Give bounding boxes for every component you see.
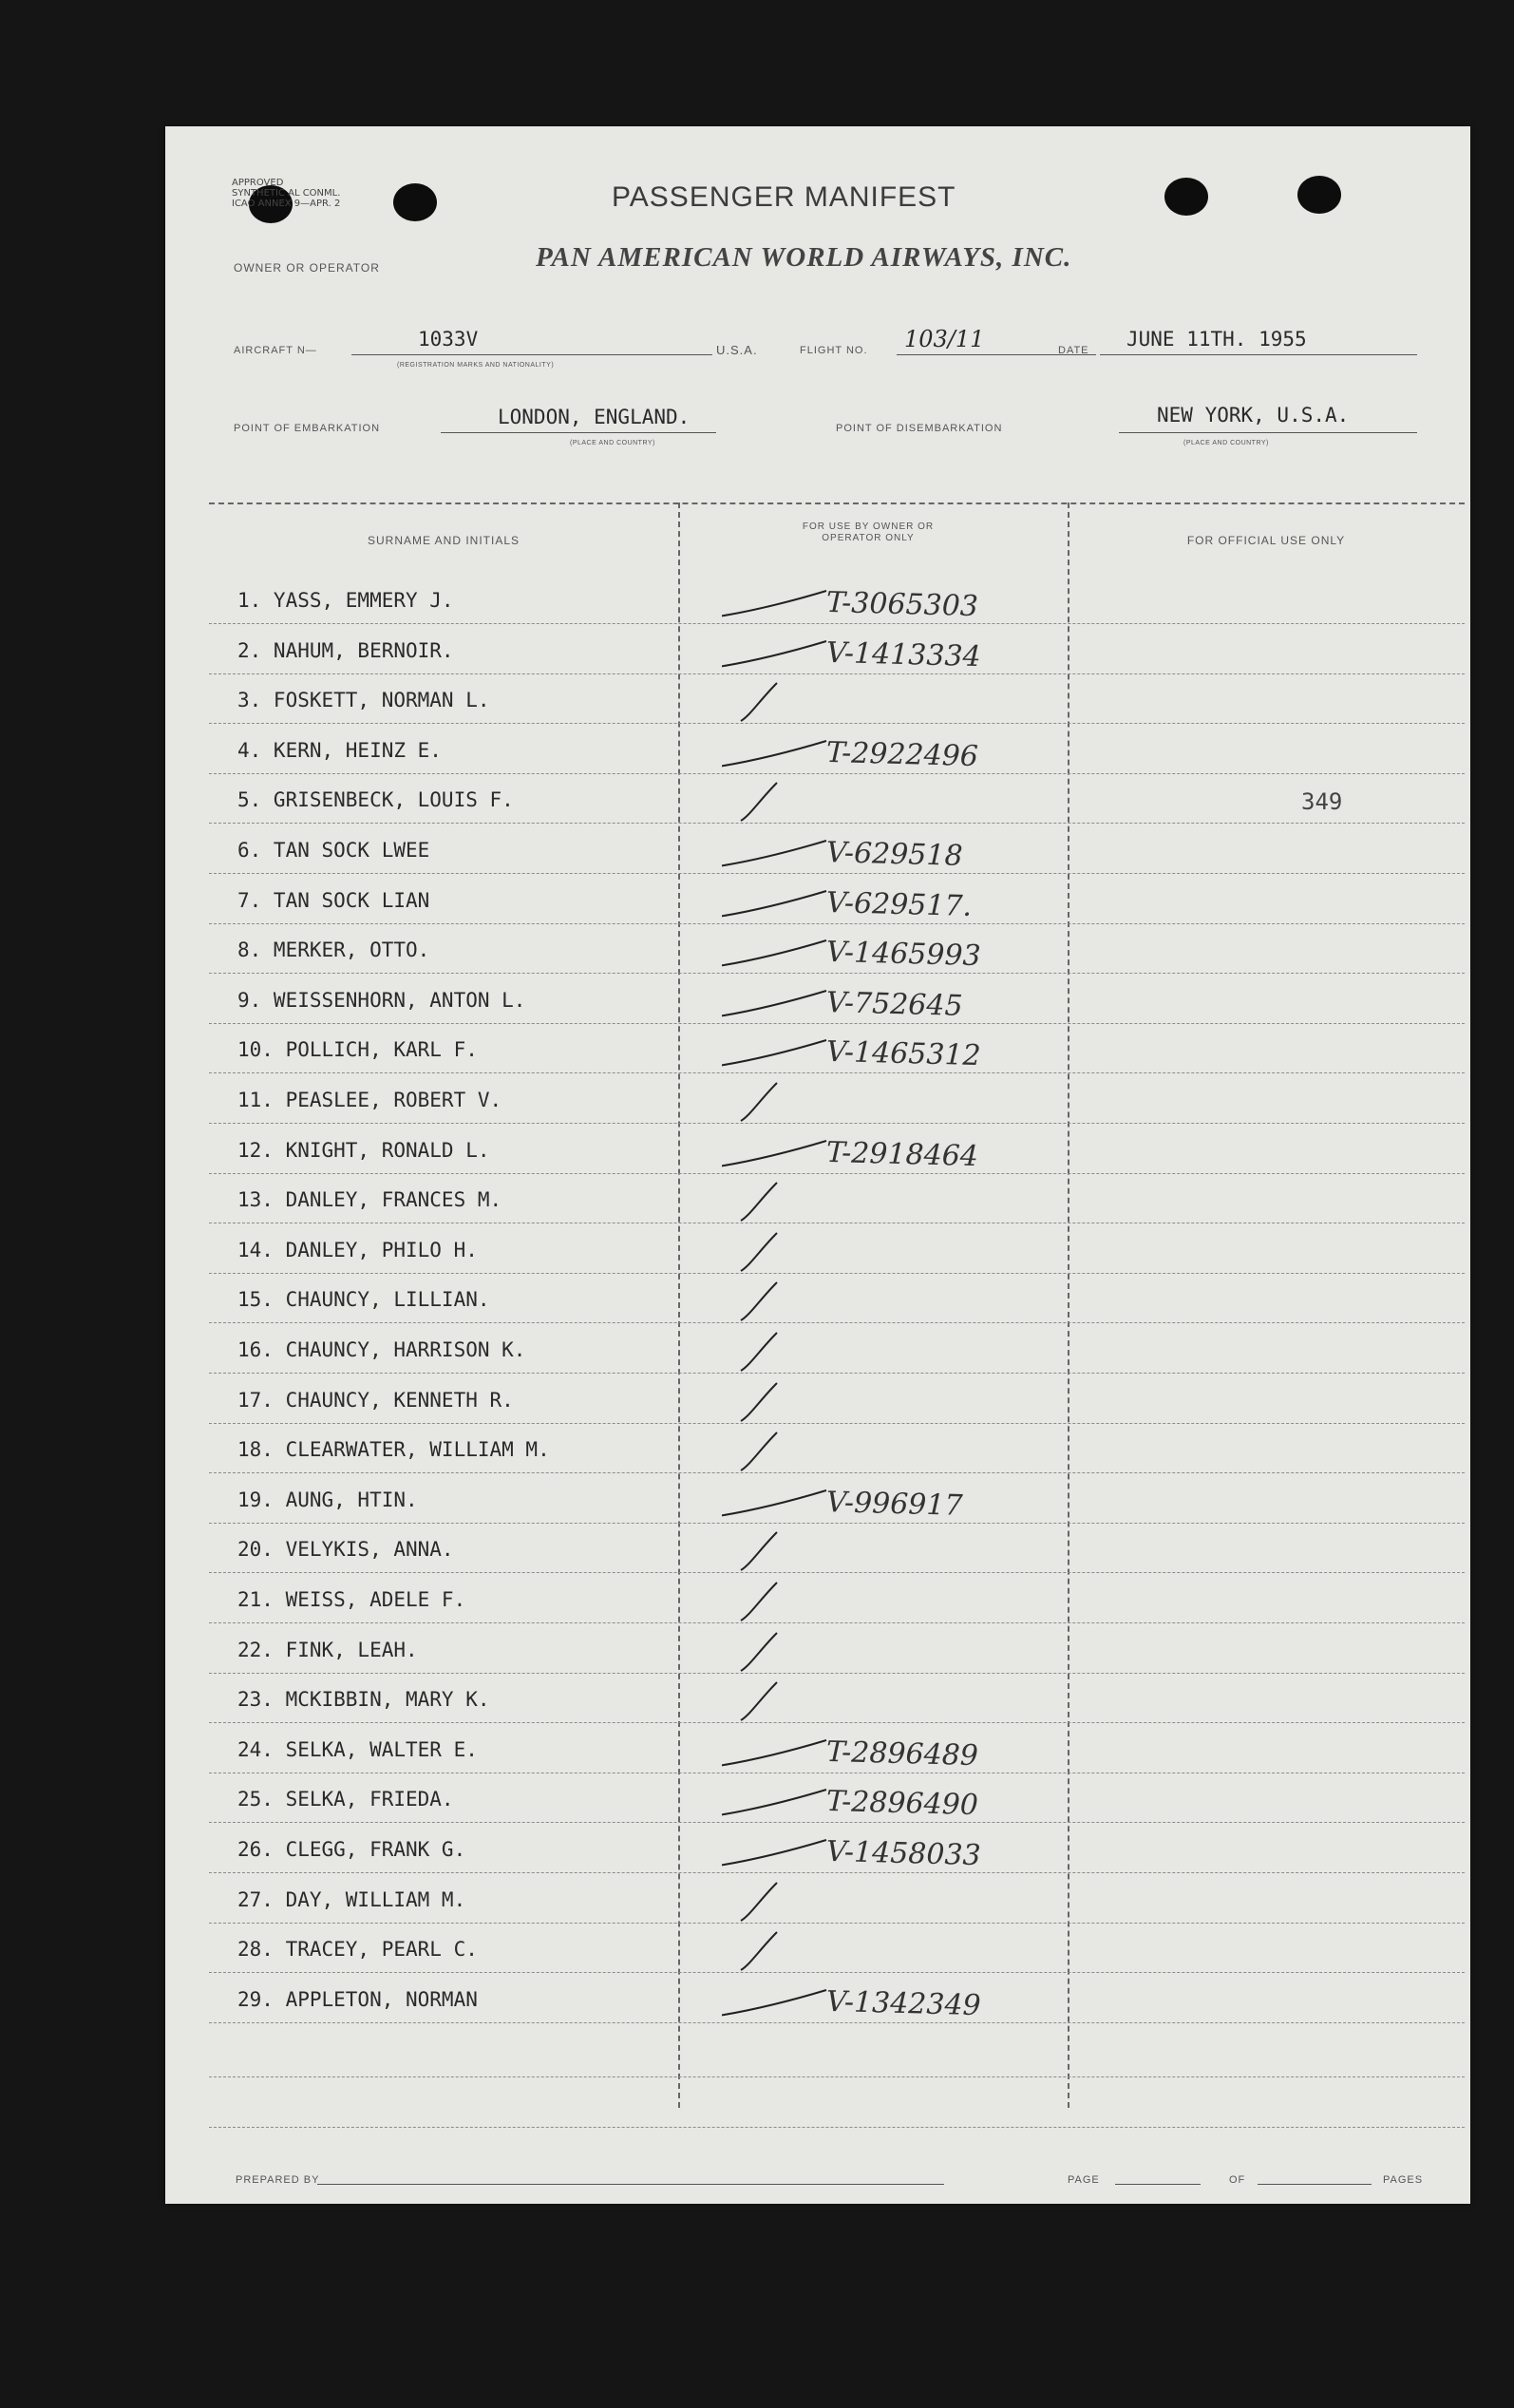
check-mark-icon [722, 1577, 836, 1624]
passport-number: T-2922496 [825, 735, 979, 773]
check-mark-icon [722, 777, 836, 825]
passenger-name: 20. VELYKIS, ANNA. [237, 1538, 454, 1562]
passport-number: V-752645 [825, 985, 964, 1023]
aircraft-underline [351, 354, 712, 355]
table-top-rule [209, 502, 1465, 504]
passenger-name: 15. CHAUNCY, LILLIAN. [237, 1288, 490, 1312]
column-header-official-use: FOR OFFICIAL USE ONLY [1186, 534, 1346, 547]
pages-label: PAGES [1383, 2174, 1424, 2186]
date-label: DATE [1058, 345, 1089, 356]
table-row [209, 573, 1465, 624]
check-mark-icon [722, 827, 836, 875]
check-mark-icon [722, 1177, 836, 1224]
passenger-name: 1. YASS, EMMERY J. [237, 589, 454, 612]
check-mark-icon [722, 1227, 836, 1275]
passport-number: T-2918464 [825, 1135, 979, 1173]
table-row [209, 1572, 1465, 1623]
approval-stamp: APPROVED SYNTHETIC AL CONML. ICAO ANNEX 9—APR. 2 [232, 178, 341, 209]
prepared-by-label: PREPARED BY [236, 2174, 320, 2186]
passenger-name: 19. AUNG, HTIN. [237, 1488, 418, 1511]
passenger-name: 12. KNIGHT, RONALD L. [237, 1138, 490, 1162]
blank-row [209, 2076, 1465, 2128]
passport-number: T-3065303 [825, 585, 979, 624]
table-row [209, 1322, 1465, 1374]
check-mark-icon [722, 1926, 836, 1974]
table-row [209, 1123, 1465, 1174]
embarkation-sub: (PLACE AND COUNTRY) [570, 440, 655, 446]
check-mark-icon [722, 1677, 836, 1724]
passenger-name: 7. TAN SOCK LIAN [237, 888, 430, 912]
check-mark-icon [722, 1377, 836, 1425]
table-row [209, 1822, 1465, 1873]
table-row [209, 1922, 1465, 1973]
table-row [209, 772, 1465, 824]
punch-hole [1164, 178, 1208, 216]
flight-label: FLIGHT NO. [800, 345, 868, 356]
official-note: 349 [1301, 788, 1343, 816]
table-row [209, 673, 1465, 724]
check-mark-icon [722, 927, 836, 975]
passenger-name: 14. DANLEY, PHILO H. [237, 1238, 478, 1261]
of-label: OF [1229, 2174, 1246, 2186]
check-mark-icon [722, 1327, 836, 1375]
passenger-name: 3. FOSKETT, NORMAN L. [237, 689, 490, 712]
passenger-name: 22. FINK, LEAH. [237, 1638, 418, 1661]
passenger-name: 17. CHAUNCY, KENNETH R. [237, 1388, 514, 1412]
table-row [209, 1972, 1465, 2023]
country-label: U.S.A. [716, 343, 758, 357]
passenger-name: 26. CLEGG, FRANK G. [237, 1838, 466, 1861]
table-row [209, 1422, 1465, 1473]
passport-number: V-629518 [825, 836, 964, 873]
passenger-name: 6. TAN SOCK LWEE [237, 839, 430, 862]
check-mark-icon [722, 578, 836, 625]
of-underline [1258, 2184, 1372, 2185]
disembarkation-underline [1119, 432, 1417, 433]
check-mark-icon [722, 1427, 836, 1474]
check-mark-icon [722, 677, 836, 725]
page-underline [1115, 2184, 1201, 2185]
passenger-name: 11. PEASLEE, ROBERT V. [237, 1089, 502, 1111]
passenger-name: 28. TRACEY, PEARL C. [237, 1938, 478, 1962]
passenger-name: 10. POLLICH, KARL F. [237, 1038, 478, 1062]
check-mark-icon [722, 1526, 836, 1574]
flight-value: 103/11 [904, 326, 985, 352]
embarkation-underline [441, 432, 716, 433]
table-row [209, 1022, 1465, 1073]
manifest-sheet [165, 126, 1470, 2204]
table-row [209, 1722, 1465, 1773]
passport-number: V-1458033 [825, 1834, 982, 1873]
disembarkation-sub: (PLACE AND COUNTRY) [1183, 440, 1269, 446]
passport-number: V-1342349 [825, 1984, 982, 2022]
check-mark-icon [722, 1477, 836, 1525]
aircraft-label: AIRCRAFT N— [234, 345, 317, 356]
column-header-owner-use: FOR USE BY OWNER OR OPERATOR ONLY [802, 521, 935, 543]
blank-row [209, 2026, 1465, 2077]
check-mark-icon [722, 1727, 836, 1774]
prepared-by-underline [317, 2184, 944, 2185]
passenger-name: 23. MCKIBBIN, MARY K. [237, 1688, 490, 1712]
check-mark-icon [722, 728, 836, 775]
passport-number: V-1465312 [825, 1035, 982, 1073]
passport-number: T-2896490 [825, 1785, 979, 1823]
passenger-name: 8. MERKER, OTTO. [237, 939, 430, 962]
passenger-name: 25. SELKA, FRIEDA. [237, 1788, 454, 1811]
check-mark-icon [722, 977, 836, 1025]
passenger-name: 5. GRISENBECK, LOUIS F. [237, 788, 514, 812]
table-row [209, 1622, 1465, 1674]
owner-label: OWNER OR OPERATOR [234, 261, 380, 275]
embarkation-label: POINT OF EMBARKATION [234, 423, 381, 434]
table-row [209, 973, 1465, 1024]
table-row [209, 723, 1465, 774]
passenger-name: 2. NAHUM, BERNOIR. [237, 638, 454, 662]
passenger-name: 16. CHAUNCY, HARRISON K. [237, 1338, 526, 1361]
date-value: JUNE 11TH. 1955 [1126, 328, 1307, 351]
owner-name: PAN AMERICAN WORLD AIRWAYS, INC. [536, 242, 1072, 273]
passenger-name: 29. APPLETON, NORMAN [237, 1987, 478, 2011]
table-row [209, 1172, 1465, 1223]
passport-number: V-996917 [825, 1485, 964, 1523]
check-mark-icon [722, 1627, 836, 1675]
table-row [209, 1522, 1465, 1573]
passport-number: V-629517. [825, 885, 973, 923]
table-row [209, 922, 1465, 974]
check-mark-icon [722, 1277, 836, 1324]
check-mark-icon [722, 1776, 836, 1824]
check-mark-icon [722, 628, 836, 675]
passport-number: V-1413334 [825, 635, 982, 673]
check-mark-icon [722, 1027, 836, 1074]
passenger-name: 27. DAY, WILLIAM M. [237, 1887, 466, 1911]
page-label: PAGE [1068, 2174, 1100, 2186]
punch-hole [393, 183, 437, 221]
check-mark-icon [722, 878, 836, 925]
check-mark-icon [722, 1977, 836, 2024]
passenger-name: 4. KERN, HEINZ E. [237, 738, 442, 762]
disembarkation-label: POINT OF DISEMBARKATION [836, 423, 1003, 434]
passport-number: V-1465993 [825, 936, 982, 974]
table-row [209, 1672, 1465, 1723]
date-underline [1100, 354, 1417, 355]
aircraft-value: 1033V [418, 328, 479, 351]
table-row [209, 1472, 1465, 1524]
table-row [209, 1373, 1465, 1424]
table-row [209, 623, 1465, 674]
passenger-name: 21. WEISS, ADELE F. [237, 1588, 466, 1611]
disembarkation-value: NEW YORK, U.S.A. [1157, 404, 1350, 427]
passport-number: T-2896489 [825, 1735, 979, 1773]
passenger-name: 24. SELKA, WALTER E. [237, 1737, 478, 1761]
passenger-name: 9. WEISSENHORN, ANTON L. [237, 988, 526, 1012]
table-row [209, 1272, 1465, 1323]
table-row [209, 823, 1465, 874]
check-mark-icon [722, 1077, 836, 1125]
table-row [209, 1223, 1465, 1274]
embarkation-value: LONDON, ENGLAND. [498, 406, 691, 428]
table-row [209, 1872, 1465, 1924]
punch-hole [1297, 176, 1341, 214]
table-row [209, 1072, 1465, 1124]
page-title: PASSENGER MANIFEST [612, 181, 956, 213]
column-header-surname: SURNAME AND INITIALS [367, 534, 520, 547]
passenger-name: 18. CLEARWATER, WILLIAM M. [237, 1438, 550, 1462]
aircraft-sub: (REGISTRATION MARKS AND NATIONALITY) [397, 362, 555, 369]
table-row [209, 1772, 1465, 1823]
check-mark-icon [722, 1128, 836, 1175]
check-mark-icon [722, 1827, 836, 1874]
table-row [209, 873, 1465, 924]
passenger-name: 13. DANLEY, FRANCES M. [237, 1188, 502, 1212]
check-mark-icon [722, 1877, 836, 1925]
